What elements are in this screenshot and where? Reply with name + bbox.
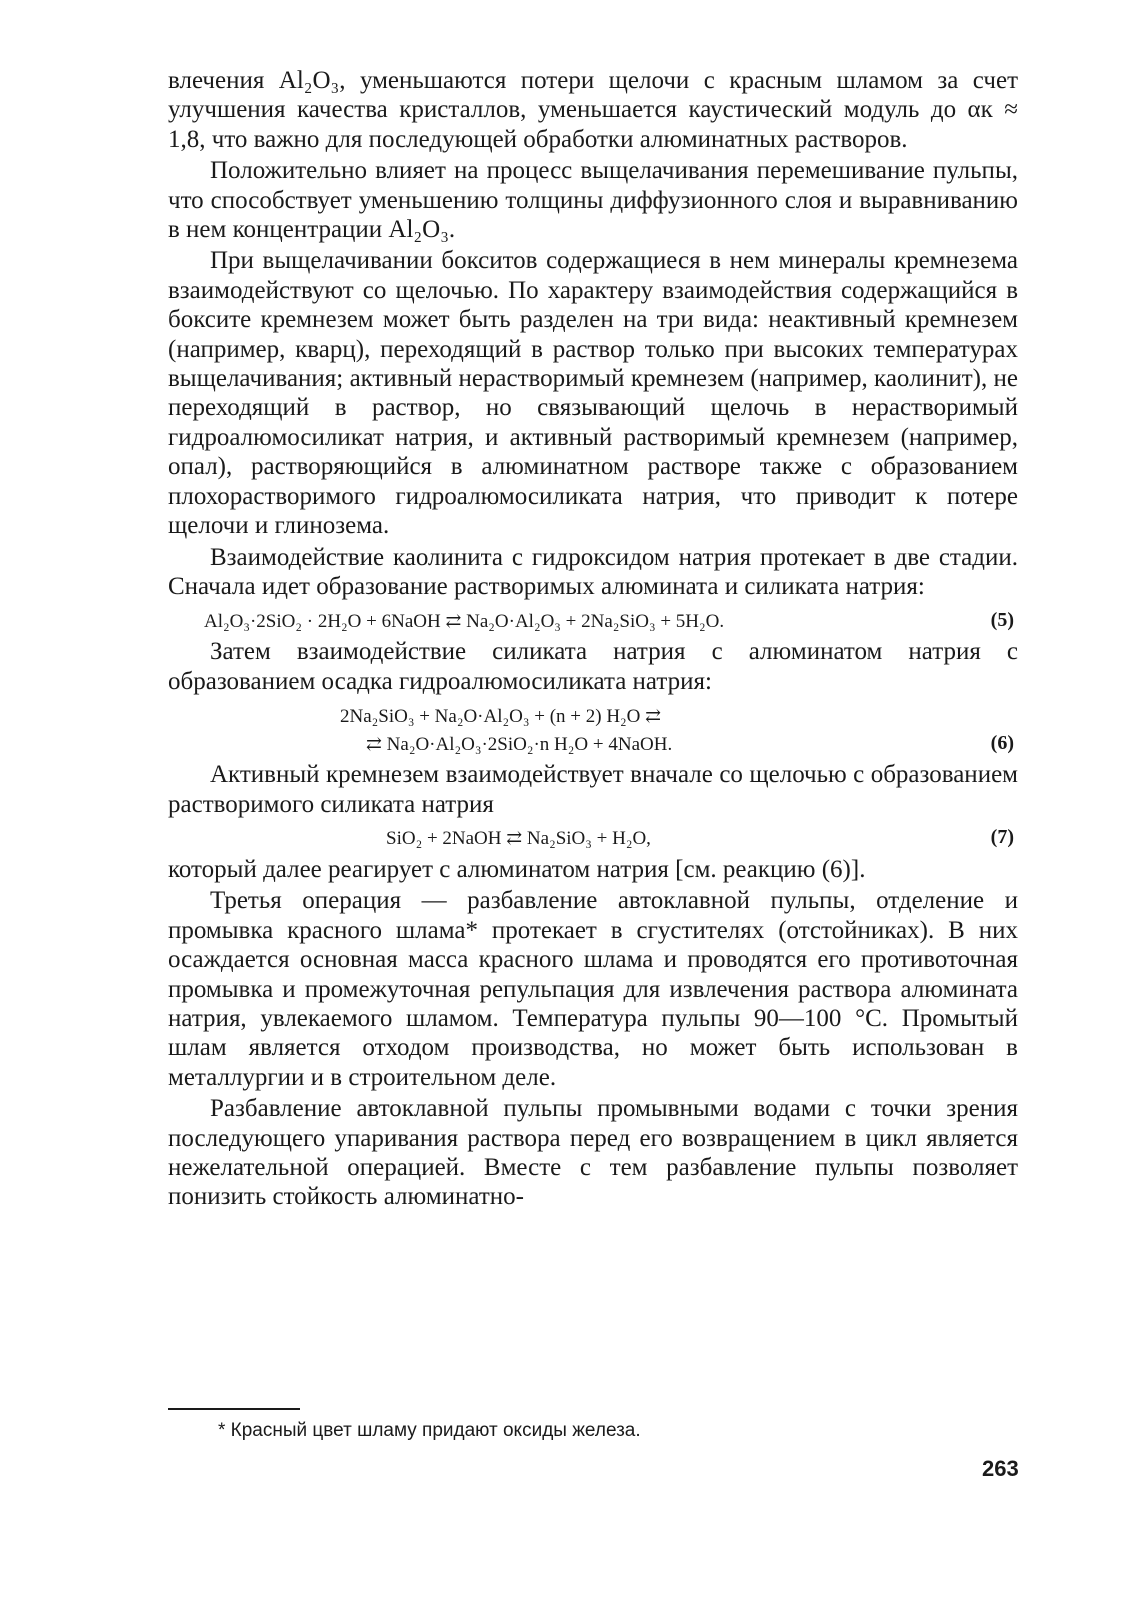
paragraph-4: Взаимодействие каолинита с гидроксидом натрия протекает в две стадии. Сначала идет образование растворимых алюмината и силиката натрия:	[168, 543, 1018, 600]
paragraph-7: который далее реагирует с алюминатом натрия [см. реакцию (6)].	[168, 855, 866, 883]
footnote: * Красный цвет шламу придают оксиды железа.	[218, 1420, 641, 1441]
equation-5-formula: Al₂O₃·2SiO₂ · 2H₂O + 6NaOH ⇄ Na₂O·Al₂O₃ + 2Na₂SiO₃ + 5H₂O.	[204, 611, 725, 633]
equation-7-formula: SiO₂ + 2NaOH ⇄ Na₂SiO₃ + H₂O,	[386, 827, 651, 849]
equation-5-number: (5)	[990, 609, 1014, 632]
equation-6	[168, 696, 1018, 760]
paragraph-2: Положительно влияет на процесс выщелачивания перемешивание пульпы, что способствует уменьшению толщины диффузионного слоя и выравниванию в нем концентрации Al₂O₃.	[168, 157, 1018, 244]
equation-6-line-1: 2Na₂SiO₃ + Na₂O·Al₂O₃ + (n + 2) H₂O ⇄	[340, 706, 662, 728]
footnote-divider	[168, 1408, 300, 1410]
paragraph-5: Затем взаимодействие силиката натрия с алюминатом натрия с образованием осадка гидроалюмосиликата натрия:	[168, 638, 1018, 695]
equation-6-line-2: ⇄ Na₂O·Al₂O₃·2SiO₂·n H₂O + 4NaOH.	[366, 734, 673, 756]
body-text	[168, 66, 1018, 1214]
equation-6-number: (6)	[990, 732, 1014, 755]
paragraph-1: влечения Al₂O₃, уменьшаются потери щелочи с красным шламом за счет улучшения качества кристаллов, уменьшается каустический модуль до αк ≈ 1,8, что важно для последующей обработки алюминатных растворов.	[168, 67, 1018, 153]
paragraph-3: При выщелачивании бокситов содержащиеся в нем минералы кремнезема взаимодействуют со щелочью. По характеру взаимодействия содержащийся в боксите кремнезем может быть разделен на три вида: неактивный кремнезем (например, кварц), переходящий в раствор только при высоких температурах выщелачивания; активный нерастворимый кремнезем (например, каолинит), не переходящий в раствор, но связывающий щелочь в нерастворимый гидроалюмосиликат натрия, и активный растворимый кремнезем (например, опал), растворяющийся в алюминатном растворе также с образованием плохорастворимого гидроалюмосиликата натрия, что приводит к потере щелочи и глинозема.	[168, 247, 1018, 540]
equation-5	[168, 601, 1018, 637]
paragraph-6: Активный кремнезем взаимодействует вначале со щелочью с образованием растворимого силиката натрия	[168, 761, 1018, 818]
page-number: 263	[982, 1456, 1019, 1481]
paragraph-9: Разбавление автоклавной пульпы промывными водами с точки зрения последующего упаривания раствора перед его возвращением в цикл является нежелательной операцией. Вместе с тем разбавление пульпы позволяет понизить стойкость алюминатно-	[168, 1095, 1018, 1211]
paragraph-8: Третья операция — разбавление автоклавной пульпы, отделение и промывка красного шлама* протекает в сгустителях (отстойниках). В них осаждается основная масса красного шлама и проводятся его противоточная промывка и промежуточная репульпация для извлечения раствора алюмината натрия, увлекаемого шламом. Температура пульпы 90—100 °С. Промытый шлам является отходом производства, но может быть использован в металлургии и в строительном деле.	[168, 887, 1018, 1091]
equation-7-number: (7)	[990, 825, 1014, 848]
equation-7	[168, 819, 1018, 855]
